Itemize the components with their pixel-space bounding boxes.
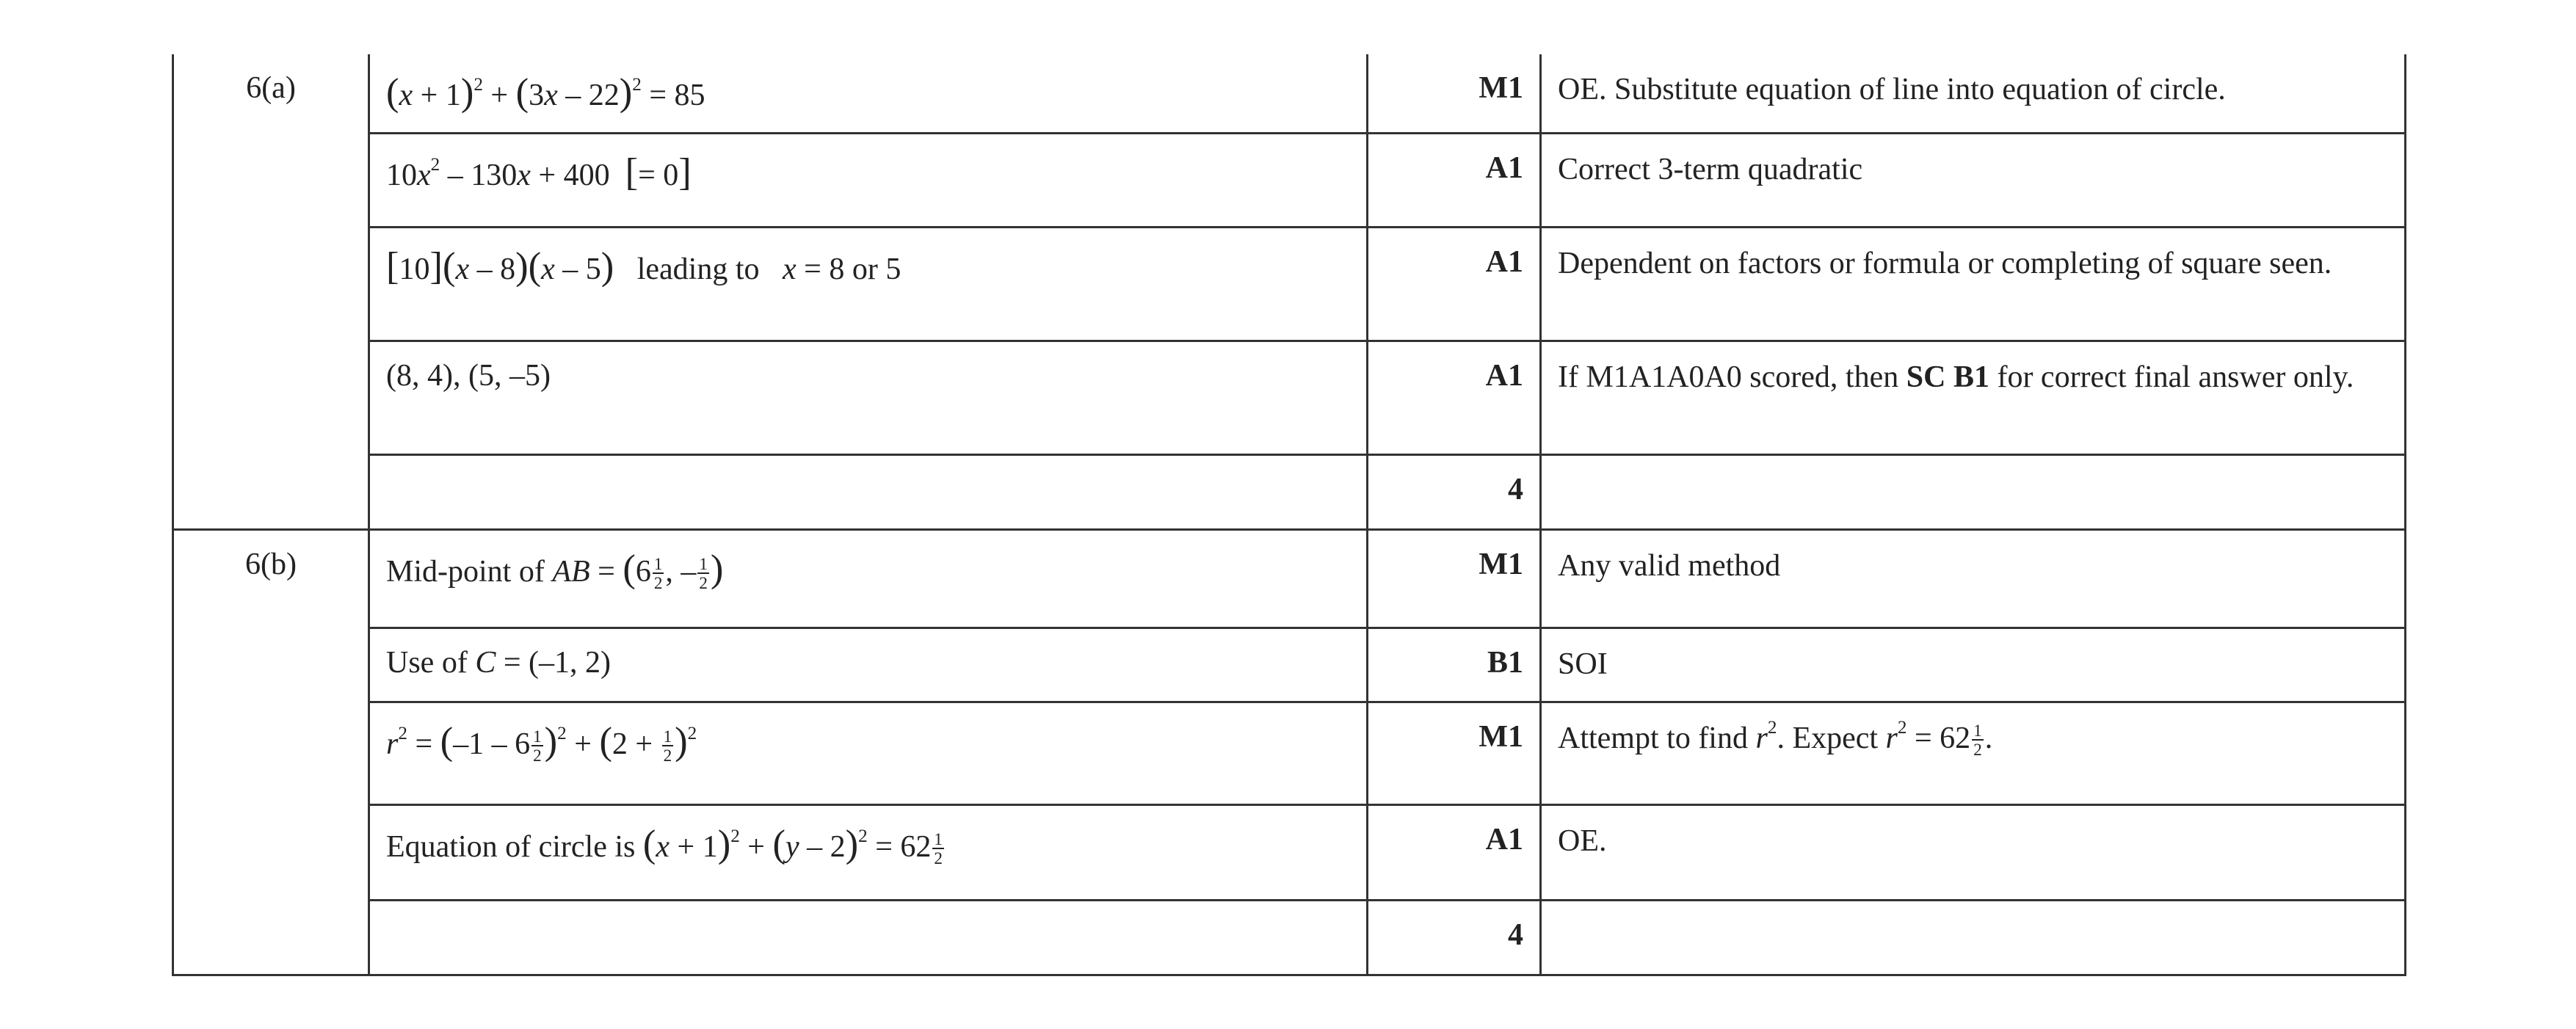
- mark-cell: M1: [1368, 54, 1541, 133]
- mark-cell: B1: [1368, 628, 1541, 702]
- table-row: [173, 54, 2406, 133]
- guidance-cell: OE.: [1541, 804, 2406, 900]
- table-row-total: [173, 454, 2406, 529]
- guidance-cell: [1541, 341, 2406, 454]
- table-row: [173, 628, 2406, 702]
- guidance-text: If M1A1A0A0 scored, then: [1558, 360, 1906, 394]
- guidance-cell: Any valid method: [1541, 529, 2406, 628]
- answer-cell: [369, 454, 1368, 529]
- table-row: [173, 227, 2406, 341]
- or-text: or: [852, 252, 878, 286]
- mark-cell: M1: [1368, 702, 1541, 804]
- guidance-cell: Correct 3-term quadratic: [1541, 133, 2406, 227]
- mark-cell: A1: [1368, 341, 1541, 454]
- mark-cell: A1: [1368, 133, 1541, 227]
- answer-cell: [369, 628, 1368, 702]
- answer-cell: Equation of circle is $(x + 1)^2 + (y - 2)^2 = 62$ $\frac{1}{2}$: [369, 804, 1368, 900]
- mark-scheme-table: [172, 54, 2406, 976]
- guidance-text: for correct final answer only.: [1989, 360, 2354, 394]
- answer-text: Mid-point of: [386, 554, 553, 589]
- guidance-text: . Expect: [1777, 721, 1886, 755]
- special-case-label: SC B1: [1906, 360, 1989, 394]
- answer-cell: [10](x – 8)(x – 5) leading to x = 8 or 5: [369, 227, 1368, 341]
- answer-variable: C: [475, 645, 496, 680]
- answer-cell: $10x^2 - 130x + 400$ [= 0]: [369, 133, 1368, 227]
- total-mark: 4: [1368, 454, 1541, 529]
- table-row: [173, 804, 2406, 900]
- guidance-cell: [1541, 900, 2406, 975]
- mark-cell: A1: [1368, 227, 1541, 341]
- mark-cell: A1: [1368, 804, 1541, 900]
- leading-to-text: leading to: [636, 252, 760, 286]
- table-row-total: [173, 900, 2406, 975]
- answer-text: = (–1, 2): [496, 645, 611, 680]
- answer-cell: $r^2 = (-1 - 6$ $\frac{1}{2}$ )$^2$ + (2 + $\frac{1}{2}$ )$^2$: [369, 702, 1368, 804]
- answer-cell: Mid-point of AB = (6 $\frac{1}{2}$ , – $\frac{1}{2}$ ): [369, 529, 1368, 628]
- answer-text: Use of: [386, 645, 476, 680]
- answer-cell: (8, 4), (5, –5): [369, 341, 1368, 454]
- table-row: [173, 529, 2406, 628]
- guidance-cell: [1541, 454, 2406, 529]
- question-label: 6(b): [173, 529, 369, 975]
- guidance-cell: Dependent on factors or formula or completing of square seen.: [1541, 227, 2406, 341]
- guidance-cell: SOI: [1541, 628, 2406, 702]
- guidance-cell: OE. Substitute equation of line into equation of circle.: [1541, 54, 2406, 133]
- table-row: [173, 341, 2406, 454]
- answer-cell: [369, 900, 1368, 975]
- table-row: [173, 702, 2406, 804]
- total-mark: 4: [1368, 900, 1541, 975]
- mark-cell: M1: [1368, 529, 1541, 628]
- question-label: 6(a): [173, 54, 369, 529]
- table-row: [173, 133, 2406, 227]
- guidance-cell: Attempt to find $r^2$. Expect $r^2 = 62$ $\frac{1}{2}$ .: [1541, 702, 2406, 804]
- guidance-text: Attempt to find: [1558, 721, 1756, 755]
- answer-text: Equation of circle is: [386, 829, 643, 864]
- answer-cell: $(x + 1)^2 + (3x - 22)^2 = 85$: [369, 54, 1368, 133]
